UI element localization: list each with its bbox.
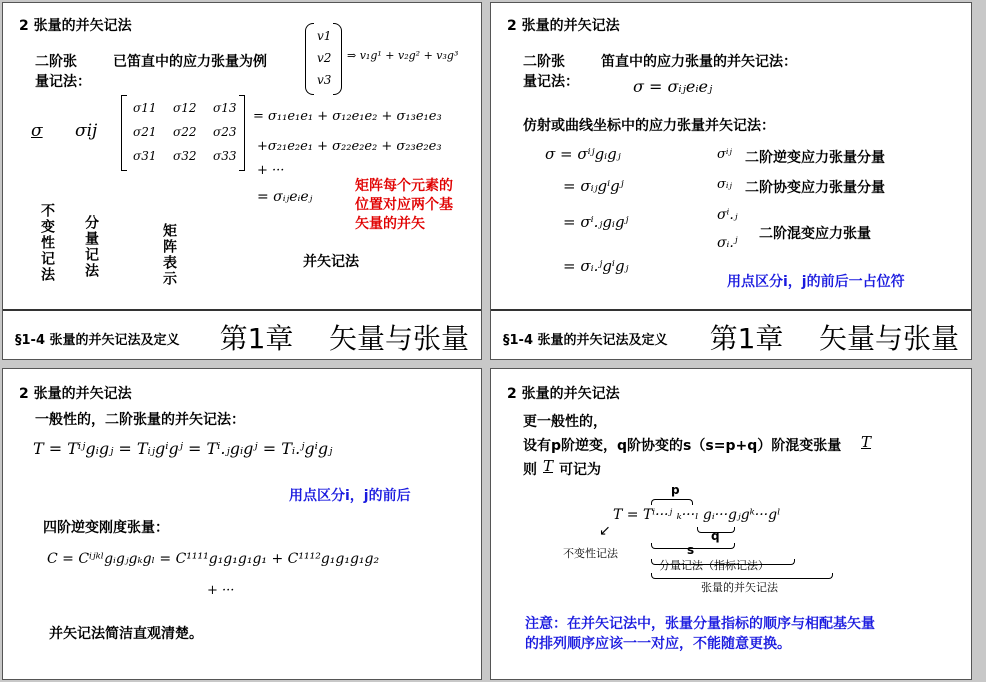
eq4: = σᵢ.ʲgⁱgⱼ [563,257,629,275]
label-line1: 二阶张 [523,54,565,70]
slide-1-footer [3,309,481,360]
eq-row3: + ··· [257,163,285,178]
slide-4-line3-pre: 则 [523,462,537,478]
slide-4-line1: 更一般性的， [523,414,607,430]
footer-chapter: 第1章 矢量与张量 [709,322,959,355]
desc1-symbol: σⁱʲ [717,147,732,162]
label-component-notation: 分量记法（指标记法） [659,559,769,572]
slide-3-line1: 一般性的，二阶张量的并矢记法： [35,412,245,428]
sigma-symbol: σ [31,121,43,141]
label-matrix: 矩阵表示 [161,223,177,287]
matrix-cell: σ13 [213,101,237,115]
eq3: = σⁱ.ⱼgᵢgʲ [563,213,629,231]
red-note-2: 位置对应两个基 [355,197,453,213]
slide-1[interactable] [2,2,482,360]
desc1-text: 二阶逆变应力张量分量 [745,150,885,166]
slide-4-formula: T = Tⁱ···ʲ ₖ···ₗ gᵢ···gⱼgᵏ···gˡ [613,507,781,523]
slide-3-eq1: T = Tⁱʲgᵢgⱼ = Tᵢⱼgⁱgʲ = Tⁱ.ⱼgᵢgʲ = Tᵢ.ʲgⁱgⱼ [33,439,333,458]
matrix-right-bracket [239,95,245,171]
label-invariant: 不变性记法 [39,203,55,283]
vec-v3: v3 [317,73,332,87]
slide-3-line3: 并矢记法简洁直观清楚。 [49,626,203,642]
slide-2-footer [491,309,971,360]
slide-4-line2-symbol: T [861,433,872,451]
label-dyadic: 并矢记法 [303,254,359,270]
label-line2: 量记法： [523,74,579,90]
slide-4-heading: 2 张量的并矢记法 [507,386,620,402]
slide-2-subtitle: 仿射或曲线坐标中的应力张量并矢记法： [523,118,775,134]
footer-chapter: 第1章 矢量与张量 [219,322,469,355]
vec-v1: v1 [317,29,332,43]
brace-p [651,499,693,505]
vec-expansion: ⇒ v₁g¹ + v₂g² + v₃g³ [347,49,459,62]
slide-1-desc: 已笛直中的应力张量为例 [113,54,267,70]
eq-main: σ = σᵢⱼeᵢeⱼ [633,77,713,96]
matrix-cell: σ33 [213,149,237,163]
label-component: 分量记法 [83,215,99,279]
slide-4-note-1: 注意：在并矢记法中，张量分量指标的顺序与相配基矢量 [525,616,875,632]
desc3-text: 二阶混变应力张量 [759,226,871,242]
desc3-symbol-b: σᵢ.ʲ [717,235,738,251]
slide-3-eq2: C = Cⁱʲᵏˡgᵢgⱼgₖgₗ = C¹¹¹¹g₁g₁g₁g₁ + C¹¹¹²g₁g₁g₁g₂ [47,551,380,567]
slide-4-line2: 设有p阶逆变，q阶协变的s（s=p+q）阶混变张量 [523,438,842,454]
matrix-left-bracket [121,95,127,171]
footer-section: §1-4 张量的并矢记法及定义 [503,333,668,348]
label-line2: 量记法： [35,74,91,90]
slide-3-blue-note: 用点区分i，j的前后 [289,488,411,504]
eq-row1: = σ₁₁e₁e₁ + σ₁₂e₁e₂ + σ₁₃e₁e₃ [253,109,442,124]
slide-1-heading: 2 张量的并矢记法 [19,18,132,34]
matrix-cell: σ22 [173,125,197,139]
slide-2-heading: 2 张量的并矢记法 [507,18,620,34]
eq-row2: +σ₂₁e₂e₁ + σ₂₂e₂e₂ + σ₂₃e₂e₃ [257,139,442,154]
red-note-3: 矢量的并矢 [355,216,425,232]
slide-3-eq3: + ··· [207,583,235,598]
label-invariant-notation: 不变性记法 [563,547,618,560]
slide-4[interactable] [490,368,972,680]
brace-p-label: p [671,483,680,497]
slide-2[interactable] [490,2,972,360]
vec-v2: v2 [317,51,332,65]
desc2-symbol: σᵢⱼ [717,177,732,192]
vector-right-paren [333,23,342,95]
footer-section: §1-4 张量的并矢记法及定义 [15,333,180,348]
label-dyadic-notation: 张量的并矢记法 [701,581,778,594]
matrix-cell: σ21 [133,125,157,139]
matrix-cell: σ12 [173,101,197,115]
slide-4-line3-post: 可记为 [559,462,601,478]
slide-4-note-2: 的排列顺序应该一一对应，不能随意更换。 [525,636,791,652]
slide-4-line3-symbol: T [543,457,554,475]
brace-q-label: q [711,529,720,543]
desc2-text: 二阶协变应力张量分量 [745,180,885,196]
eq1: σ = σⁱʲgᵢgⱼ [545,145,621,163]
red-note-1: 矩阵每个元素的 [355,178,453,194]
matrix-cell: σ32 [173,149,197,163]
slide-2-desc: 笛直中的应力张量的并矢记法： [601,54,797,70]
desc3-symbol-a: σⁱ.ⱼ [717,207,738,223]
sigma-ij: σij [75,121,98,141]
slide-3[interactable] [2,368,482,680]
matrix-cell: σ11 [133,101,157,115]
slide-3-heading: 2 张量的并矢记法 [19,386,132,402]
matrix-cell: σ23 [213,125,237,139]
eq-row4: = σᵢⱼeᵢeⱼ [257,189,313,205]
arrow-icon: ↙ [599,523,611,539]
matrix-cell: σ31 [133,149,157,163]
eq2: = σᵢⱼgⁱgʲ [563,177,624,195]
slide-2-blue-note: 用点区分i，j的前后一占位符 [727,274,905,290]
label-line1: 二阶张 [35,54,77,70]
slide-3-line2: 四阶逆变刚度张量： [43,520,169,536]
brace-s-label: s [687,543,695,557]
vector-left-paren [305,23,314,95]
